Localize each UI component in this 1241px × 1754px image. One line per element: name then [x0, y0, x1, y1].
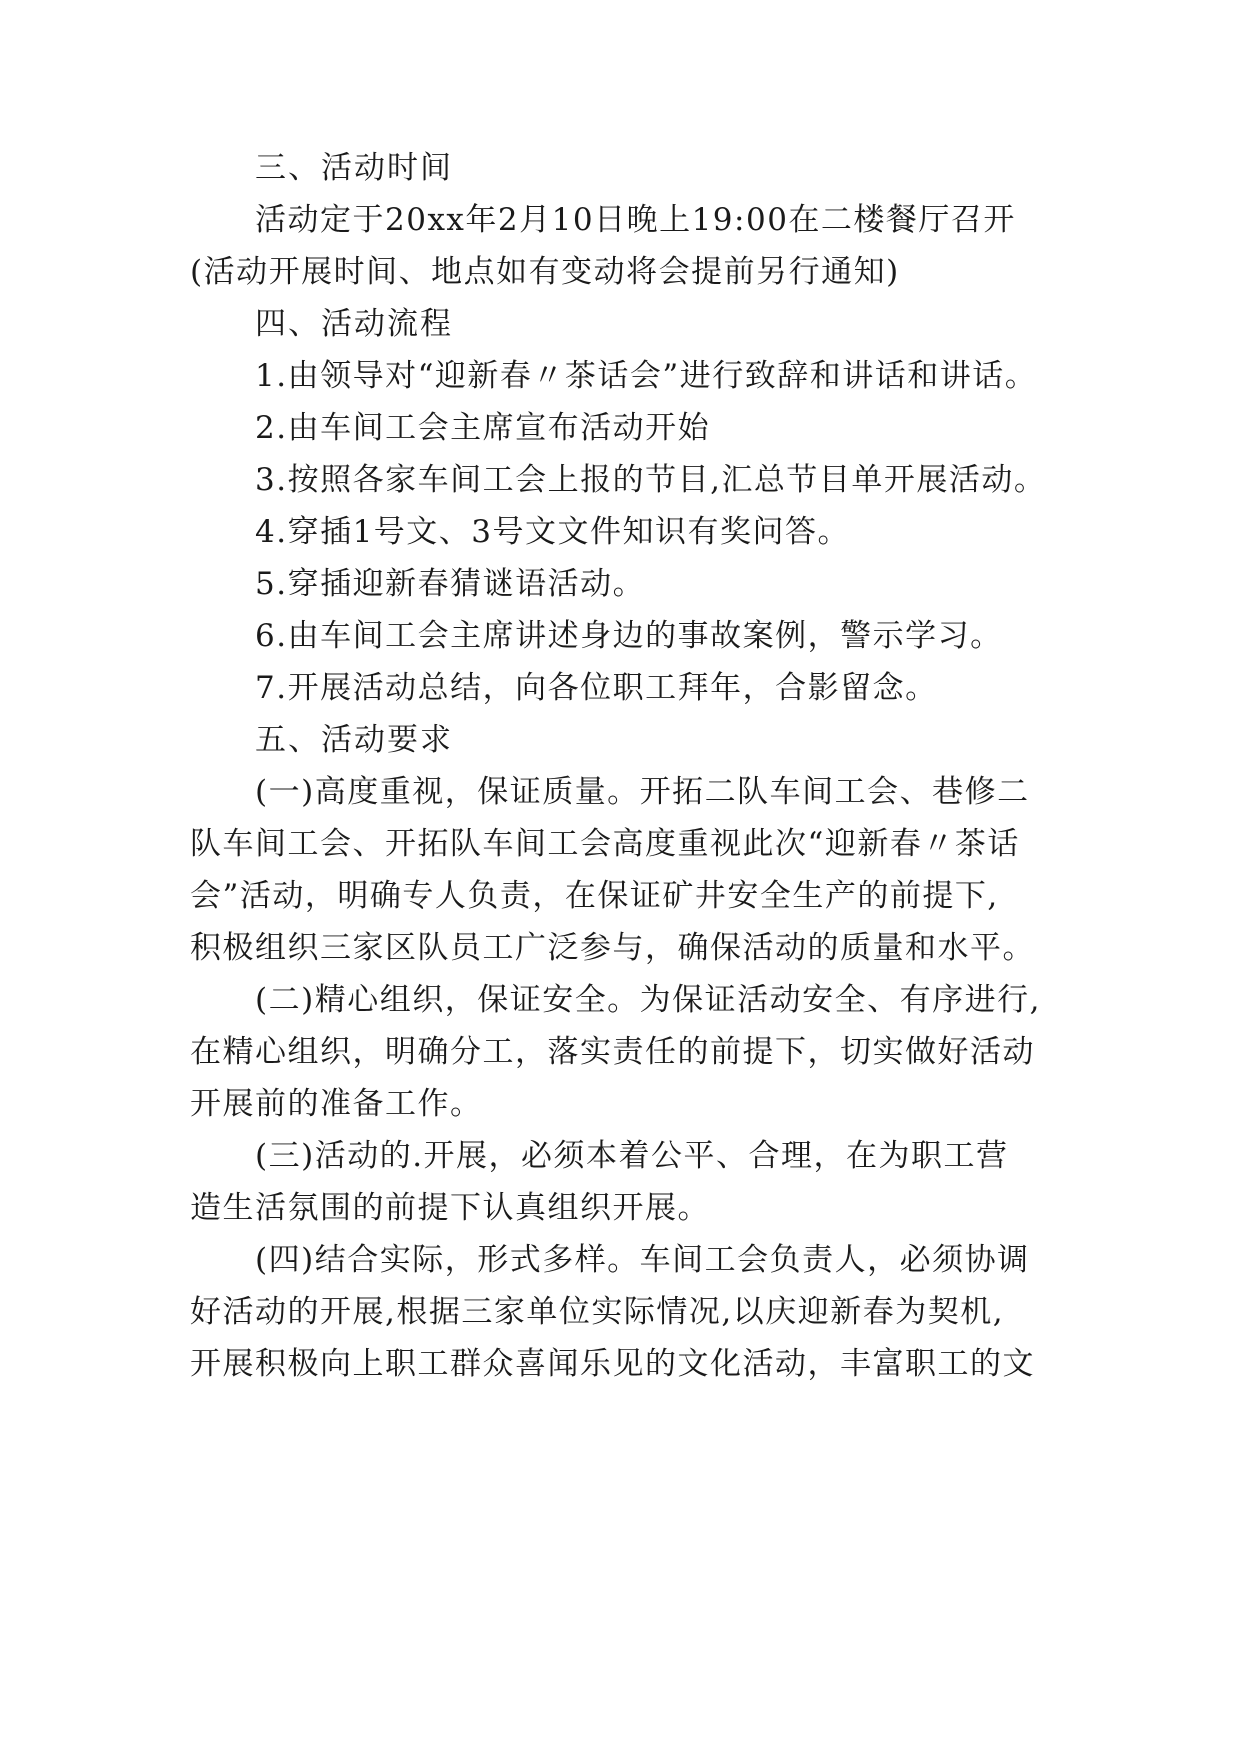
paragraph-line: (二)精心组织，保证安全。为保证活动安全、有序进行, [255, 982, 1042, 1018]
list-item: 4.穿插1号文、3号文文件知识有奖问答。 [255, 514, 851, 550]
section-heading-activity-requirements: 五、活动要求 [255, 722, 453, 758]
paragraph-line: 好活动的开展,根据三家单位实际情况,以庆迎新春为契机, [190, 1294, 1005, 1330]
paragraph-line: 队车间工会、开拓队车间工会高度重视此次“迎新春〃茶话 [190, 826, 1020, 862]
list-item: 2.由车间工会主席宣布活动开始 [255, 410, 711, 446]
section-heading-activity-process: 四、活动流程 [255, 306, 453, 342]
paragraph-line: (活动开展时间、地点如有变动将会提前另行通知) [190, 254, 900, 290]
paragraph-line: 会”活动，明确专人负责，在保证矿井安全生产的前提下, [190, 878, 999, 914]
list-item: 1.由领导对“迎新春〃茶话会”进行致辞和讲话和讲话。 [255, 358, 1038, 394]
paragraph-line: (三)活动的.开展，必须本着公平、合理，在为职工营 [255, 1138, 1009, 1174]
paragraph-line: 开展前的准备工作。 [190, 1086, 483, 1122]
list-item: 5.穿插迎新春猜谜语活动。 [255, 566, 646, 602]
list-item: 6.由车间工会主席讲述身边的事故案例，警示学习。 [255, 618, 1003, 654]
section-heading-activity-time: 三、活动时间 [255, 150, 453, 186]
list-item: 3.按照各家车间工会上报的节目,汇总节目单开展活动。 [255, 462, 1047, 498]
paragraph-line: 在精心组织，明确分工，落实责任的前提下，切实做好活动 [190, 1034, 1035, 1070]
paragraph-line: 造生活氛围的前提下认真组织开展。 [190, 1190, 710, 1226]
paragraph-line: 开展积极向上职工群众喜闻乐见的文化活动，丰富职工的文 [190, 1346, 1035, 1382]
paragraph-line: (四)结合实际，形式多样。车间工会负责人，必须协调 [255, 1242, 1030, 1278]
paragraph-line: (一)高度重视，保证质量。开拓二队车间工会、巷修二 [255, 774, 1030, 810]
paragraph-line: 活动定于20xx年2月10日晚上19:00在二楼餐厅召开 [255, 202, 1016, 238]
list-item: 7.开展活动总结，向各位职工拜年，合影留念。 [255, 670, 938, 706]
paragraph-line: 积极组织三家区队员工广泛参与，确保活动的质量和水平。 [190, 930, 1035, 966]
